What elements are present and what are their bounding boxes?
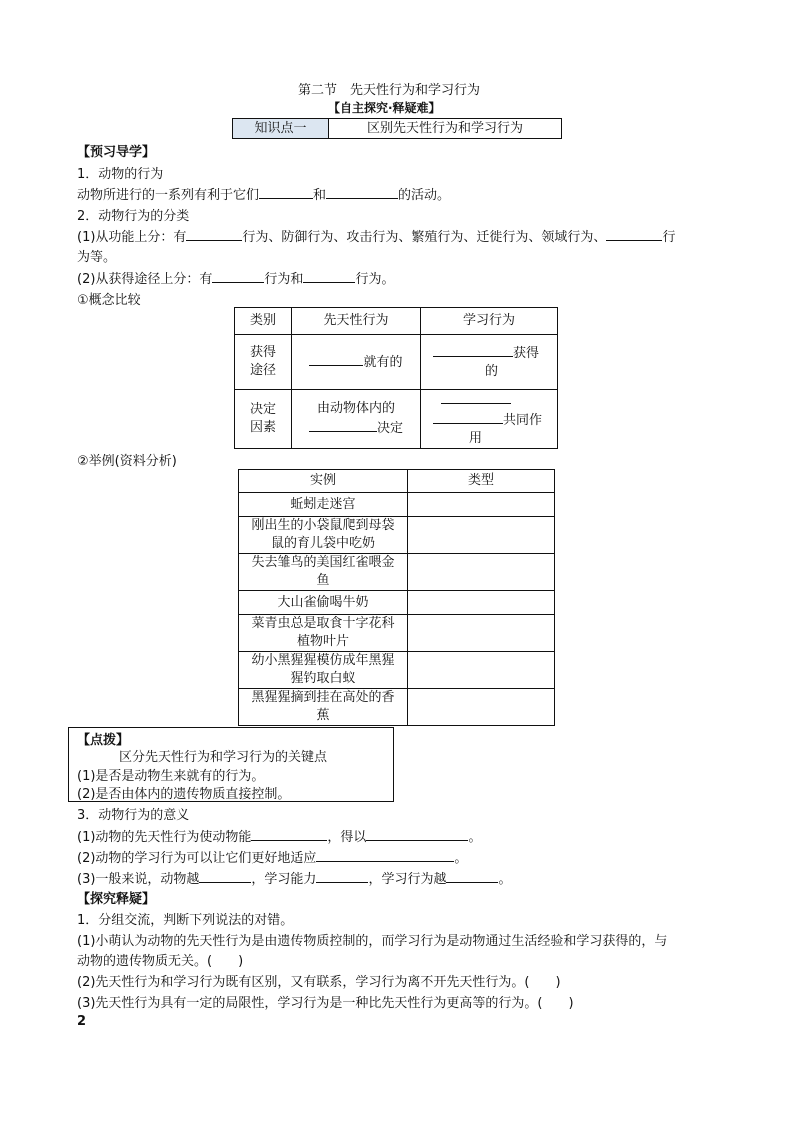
compare-row2-innate: 由动物体内的 决定 <box>292 390 421 449</box>
example-cell: 大山雀偷喝牛奶 <box>239 591 408 615</box>
compare-header-learned: 学习行为 <box>421 308 558 335</box>
knowledge-point-title: 区别先天性行为和学习行为 <box>329 119 562 139</box>
blank <box>303 269 355 283</box>
blank <box>309 352 363 366</box>
blank <box>446 869 498 883</box>
type-cell <box>408 554 555 591</box>
compare-label: ①概念比较 <box>77 293 141 308</box>
blank <box>433 343 513 357</box>
tip-line2: (2)是否由体内的遗传物质直接控制。 <box>77 787 291 802</box>
blank <box>309 418 377 432</box>
blank <box>606 227 662 241</box>
type-cell <box>408 689 555 726</box>
example-cell: 菜青虫总是取食十字花科 植物叶片 <box>239 615 408 652</box>
statement-2: (2)先天性行为和学习行为既有区别，又有联系，学习行为离不开先天性行为。( ) <box>77 975 561 990</box>
meaning-title: 3．动物行为的意义 <box>77 808 190 823</box>
example-cell: 蚯蚓走迷宫 <box>239 493 408 517</box>
example-cell: 失去雏鸟的美国红雀喂金 鱼 <box>239 554 408 591</box>
meaning-line2: (2)动物的学习行为可以让它们更好地适应 。 <box>77 847 467 866</box>
type-cell <box>408 615 555 652</box>
blank <box>199 869 251 883</box>
table-row <box>239 591 555 615</box>
tip-line1: (1)是否是动物生来就有的行为。 <box>77 769 265 784</box>
item2-line1-cont: 为等。 <box>77 250 117 265</box>
statement-1a: (1)小萌认为动物的先天性行为是由遗传物质控制的，而学习行为是动物通过生活经验和学习获得的，与 <box>77 934 668 949</box>
item2-title: 2．动物行为的分类 <box>77 209 190 224</box>
section-subtitle: 【自主探究·释疑难】 <box>328 101 441 115</box>
table-row <box>239 615 555 652</box>
table-row <box>239 554 555 591</box>
type-cell <box>408 517 555 554</box>
blank <box>326 185 398 199</box>
example-cell: 黑猩猩摘到挂在高处的香 蕉 <box>239 689 408 726</box>
blank <box>441 390 511 404</box>
blank <box>366 827 468 841</box>
compare-row1-category: 获得 途径 <box>235 335 292 390</box>
explore-heading: 【探究释疑】 <box>77 892 156 907</box>
table-row <box>239 517 555 554</box>
explore-item1-title: 1．分组交流，判断下列说法的对错。 <box>77 913 294 928</box>
compare-header-innate: 先天性行为 <box>292 308 421 335</box>
tip-heading: 【点拨】 <box>77 733 130 748</box>
examples-label: ②举例(资料分析) <box>77 454 177 469</box>
example-cell: 幼小黑猩猩模仿成年黑猩 猩钓取白蚁 <box>239 652 408 689</box>
page-number: 2 <box>77 1014 87 1029</box>
statement-3: (3)先天性行为具有一定的局限性，学习行为是一种比先天性行为更高等的行为。( ) <box>77 996 574 1011</box>
preview-heading: 【预习导学】 <box>77 145 156 160</box>
item2-line1: (1)从功能上分：有 行为、防御行为、攻击行为、繁殖行为、迁徙行为、领域行为、 行 <box>77 226 675 245</box>
blank <box>316 869 368 883</box>
examples-header-instance: 实例 <box>239 470 408 493</box>
blank <box>259 185 313 199</box>
examples-header-type: 类型 <box>408 470 555 493</box>
compare-row2-category: 决定 因素 <box>235 390 292 449</box>
meaning-line1: (1)动物的先天性行为使动物能 ，得以 。 <box>77 826 481 845</box>
type-cell <box>408 591 555 615</box>
item1-text: 动物所进行的一系列有利于它们 和 的活动。 <box>77 184 450 203</box>
compare-row1-innate: 就有的 <box>292 335 421 390</box>
tip-box <box>68 727 394 802</box>
meaning-line3: (3)一般来说，动物越 ，学习能力 ，学习行为越 。 <box>77 868 511 887</box>
example-cell: 刚出生的小袋鼠爬到母袋 鼠的育儿袋中吃奶 <box>239 517 408 554</box>
blank <box>186 227 242 241</box>
compare-table <box>234 307 558 449</box>
compare-row1-learned: 获得 的 <box>421 335 558 390</box>
table-row <box>239 652 555 689</box>
blank <box>433 410 503 424</box>
examples-table <box>238 469 555 726</box>
table-row <box>239 493 555 517</box>
statement-1b: 动物的遗传物质无关。( ) <box>77 954 244 969</box>
type-cell <box>408 652 555 689</box>
tip-title: 区分先天性行为和学习行为的关键点 <box>119 750 328 765</box>
blank <box>251 827 327 841</box>
item2-line2: (2)从获得途径上分：有 行为和 行为。 <box>77 268 394 287</box>
section-title: 第二节 先天性行为和学习行为 <box>298 83 481 98</box>
compare-header-category: 类别 <box>235 308 292 335</box>
knowledge-point-table <box>232 118 562 139</box>
blank <box>212 269 264 283</box>
table-row <box>239 689 555 726</box>
knowledge-point-label: 知识点一 <box>233 119 329 139</box>
compare-row2-learned: 共同作 用 <box>421 390 558 449</box>
blank <box>316 848 454 862</box>
item1-title: 1．动物的行为 <box>77 167 164 182</box>
type-cell <box>408 493 555 517</box>
